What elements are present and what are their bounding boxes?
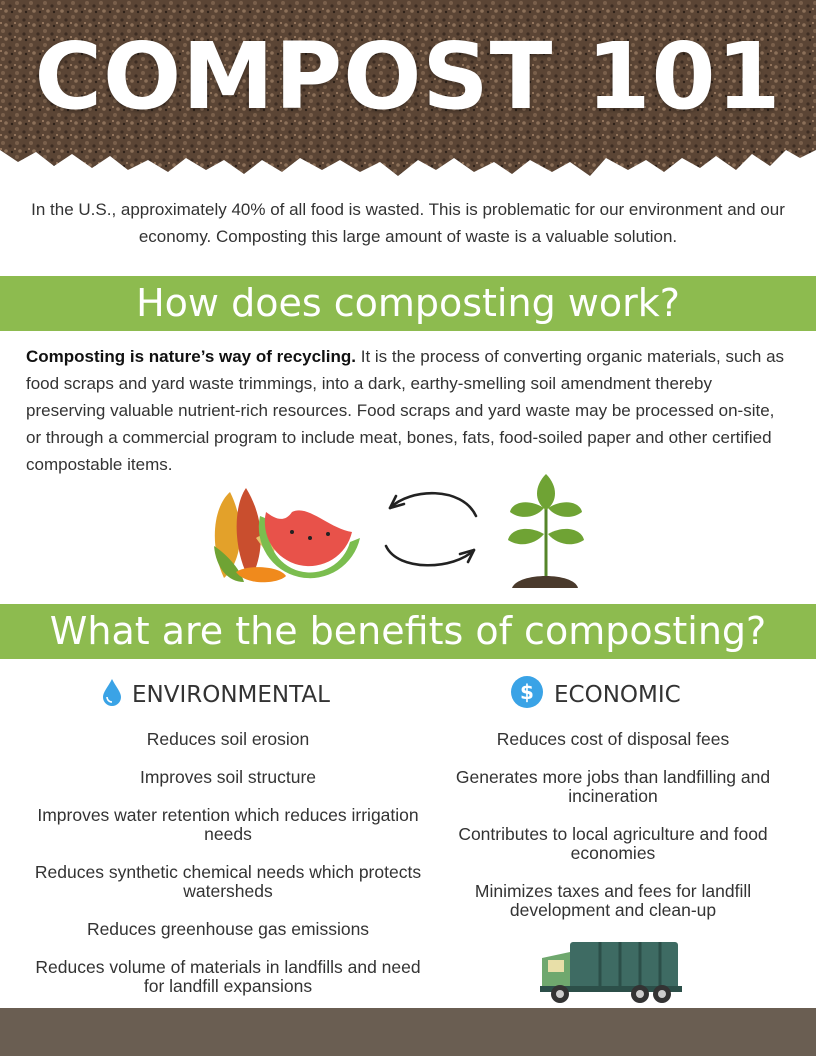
cycle-arrows-icon: [386, 493, 476, 565]
list-item: Contributes to local agriculture and food economies: [458, 824, 768, 863]
economic-list: [425, 730, 801, 939]
water-drop-icon: [102, 678, 122, 712]
economic-title: ECONOMIC: [554, 682, 681, 708]
intro-paragraph: In the U.S., approximately 40% of all food is wasted. This is problematic for our environment and our economy. Composting this large amount of waste is a valuable solution.: [31, 200, 785, 246]
food-scraps-icon: [214, 488, 360, 582]
sprout-plant-icon: [508, 474, 584, 588]
compost-cycle-illustration: [200, 468, 600, 592]
list-item: Reduces greenhouse gas emissions: [86, 919, 370, 939]
garbage-truck-icon: [540, 936, 682, 1006]
environmental-heading: [102, 676, 330, 714]
list-item: Improves soil structure: [139, 767, 317, 787]
list-item: Reduces soil erosion: [146, 729, 310, 749]
how-paragraph: [26, 343, 790, 478]
list-item: Reduces cost of disposal fees: [496, 729, 730, 749]
environmental-title: ENVIRONMENTAL: [132, 682, 330, 708]
footer-bar: [0, 1008, 816, 1056]
how-bold-lead: Composting is nature’s way of recycling.: [26, 347, 356, 366]
list-item: Reduces synthetic chemical needs which protects watersheds: [34, 862, 422, 901]
dollar-icon: [510, 675, 544, 715]
economic-heading: [510, 676, 681, 714]
svg-text:$: $: [520, 680, 534, 704]
list-item: Generates more jobs than landfilling and incineration: [455, 767, 771, 806]
page-title: COMPOST 101: [34, 23, 782, 130]
list-item: Reduces volume of materials in landfills and need for landfill expansions: [35, 957, 421, 996]
soil-header: [0, 0, 816, 188]
environmental-list: [30, 730, 426, 1015]
section-heading-benefits: What are the benefits of composting?: [0, 604, 816, 659]
section-heading-how: How does composting work?: [0, 276, 816, 331]
how-body: It is the process of converting organic materials, such as food scraps and yard waste trimmings, into a dark, earthy-smelling soil amendment thereby preserving valuable nutrient-rich resources. Food scraps and yard waste may be processed on-site, or through a commercial program to include meat, bones, fats, food-soiled paper and other certified compostable items.: [26, 347, 785, 474]
list-item: Improves water retention which reduces irrigation needs: [37, 805, 419, 844]
list-item: Minimizes taxes and fees for landfill development and clean-up: [474, 881, 752, 920]
